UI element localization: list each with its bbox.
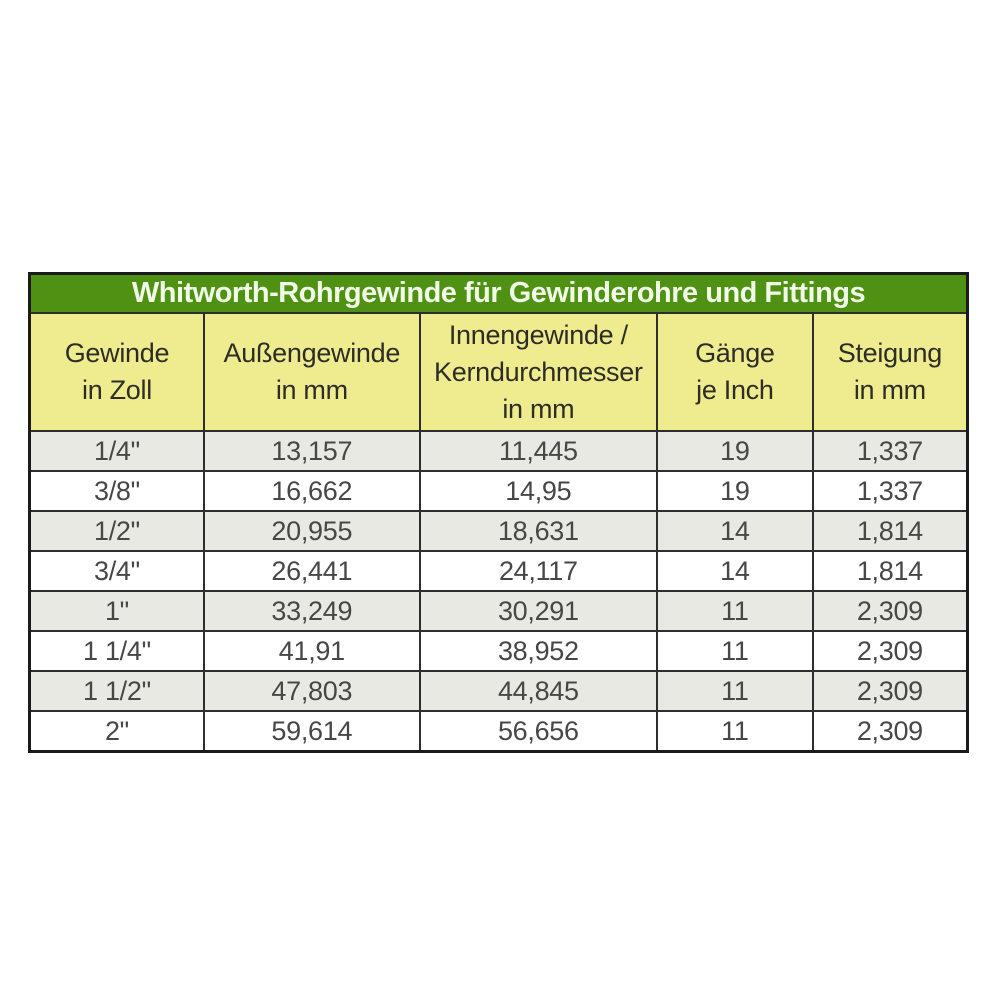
header-line: in mm	[853, 375, 926, 405]
table-row	[30, 711, 968, 752]
header-line: Außengewinde	[223, 338, 401, 368]
table-cell: 19	[657, 431, 813, 471]
table-cell: 13,157	[204, 431, 420, 471]
table-cell: 16,662	[204, 471, 420, 511]
table-cell: 14	[657, 551, 813, 591]
header-cell-steigung-mm	[813, 313, 968, 431]
table-cell: 59,614	[204, 711, 420, 752]
table-cell: 56,656	[420, 711, 657, 752]
table-cell: 1,814	[813, 551, 968, 591]
header-line: Gänge	[695, 338, 775, 368]
table-cell: 1/2"	[30, 511, 204, 551]
header-cell-innengewinde-kerndurchmesser-mm	[420, 313, 657, 431]
table-cell: 1/4"	[30, 431, 204, 471]
table-cell: 30,291	[420, 591, 657, 631]
table-cell: 41,91	[204, 631, 420, 671]
table-cell: 11	[657, 591, 813, 631]
header-line: Gewinde	[64, 338, 170, 368]
whitworth-table-image	[28, 272, 969, 753]
table-row	[30, 551, 968, 591]
table-row	[30, 511, 968, 551]
table-title: Whitworth-Rohrgewinde für Gewinderohre und Fittings	[30, 274, 968, 314]
header-line: in mm	[275, 375, 348, 405]
table-cell: 2"	[30, 711, 204, 752]
header-line: je Inch	[696, 375, 774, 405]
table-cell: 33,249	[204, 591, 420, 631]
title-row	[30, 274, 968, 314]
header-row	[30, 313, 968, 431]
header-line: Kerndurchmesser	[434, 356, 643, 387]
table-cell: 1,337	[813, 431, 968, 471]
table-cell: 38,952	[420, 631, 657, 671]
table-cell: 1"	[30, 591, 204, 631]
table-cell: 44,845	[420, 671, 657, 711]
header-line: in Zoll	[82, 375, 152, 405]
table-cell: 2,309	[813, 631, 968, 671]
table-cell: 11	[657, 671, 813, 711]
table-row	[30, 431, 968, 471]
table-cell: 2,309	[813, 711, 968, 752]
table-cell: 11	[657, 711, 813, 752]
table-cell: 3/8"	[30, 471, 204, 511]
table-cell: 20,955	[204, 511, 420, 551]
table-row	[30, 471, 968, 511]
table-cell: 3/4"	[30, 551, 204, 591]
table-cell: 11,445	[420, 431, 657, 471]
table-cell: 14,95	[420, 471, 657, 511]
header-cell-gewinde-in-zoll	[30, 313, 204, 431]
whitworth-thread-table	[28, 272, 969, 753]
header-cell-gaenge-je-inch	[657, 313, 813, 431]
table-body	[30, 431, 968, 752]
table-cell: 19	[657, 471, 813, 511]
table-cell: 1 1/2"	[30, 671, 204, 711]
header-line: in mm	[502, 393, 575, 424]
table-cell: 14	[657, 511, 813, 551]
table-cell: 2,309	[813, 671, 968, 711]
header-line: Innengewinde /	[448, 319, 628, 350]
table-cell: 2,309	[813, 591, 968, 631]
table-row	[30, 591, 968, 631]
table-row	[30, 671, 968, 711]
table-cell: 26,441	[204, 551, 420, 591]
table-cell: 1,814	[813, 511, 968, 551]
table-cell: 1,337	[813, 471, 968, 511]
table-cell: 24,117	[420, 551, 657, 591]
header-line: Steigung	[837, 338, 942, 368]
table-cell: 47,803	[204, 671, 420, 711]
table-row	[30, 631, 968, 671]
table-cell: 11	[657, 631, 813, 671]
table-cell: 1 1/4"	[30, 631, 204, 671]
header-cell-aussengewinde-mm	[204, 313, 420, 431]
table-cell: 18,631	[420, 511, 657, 551]
